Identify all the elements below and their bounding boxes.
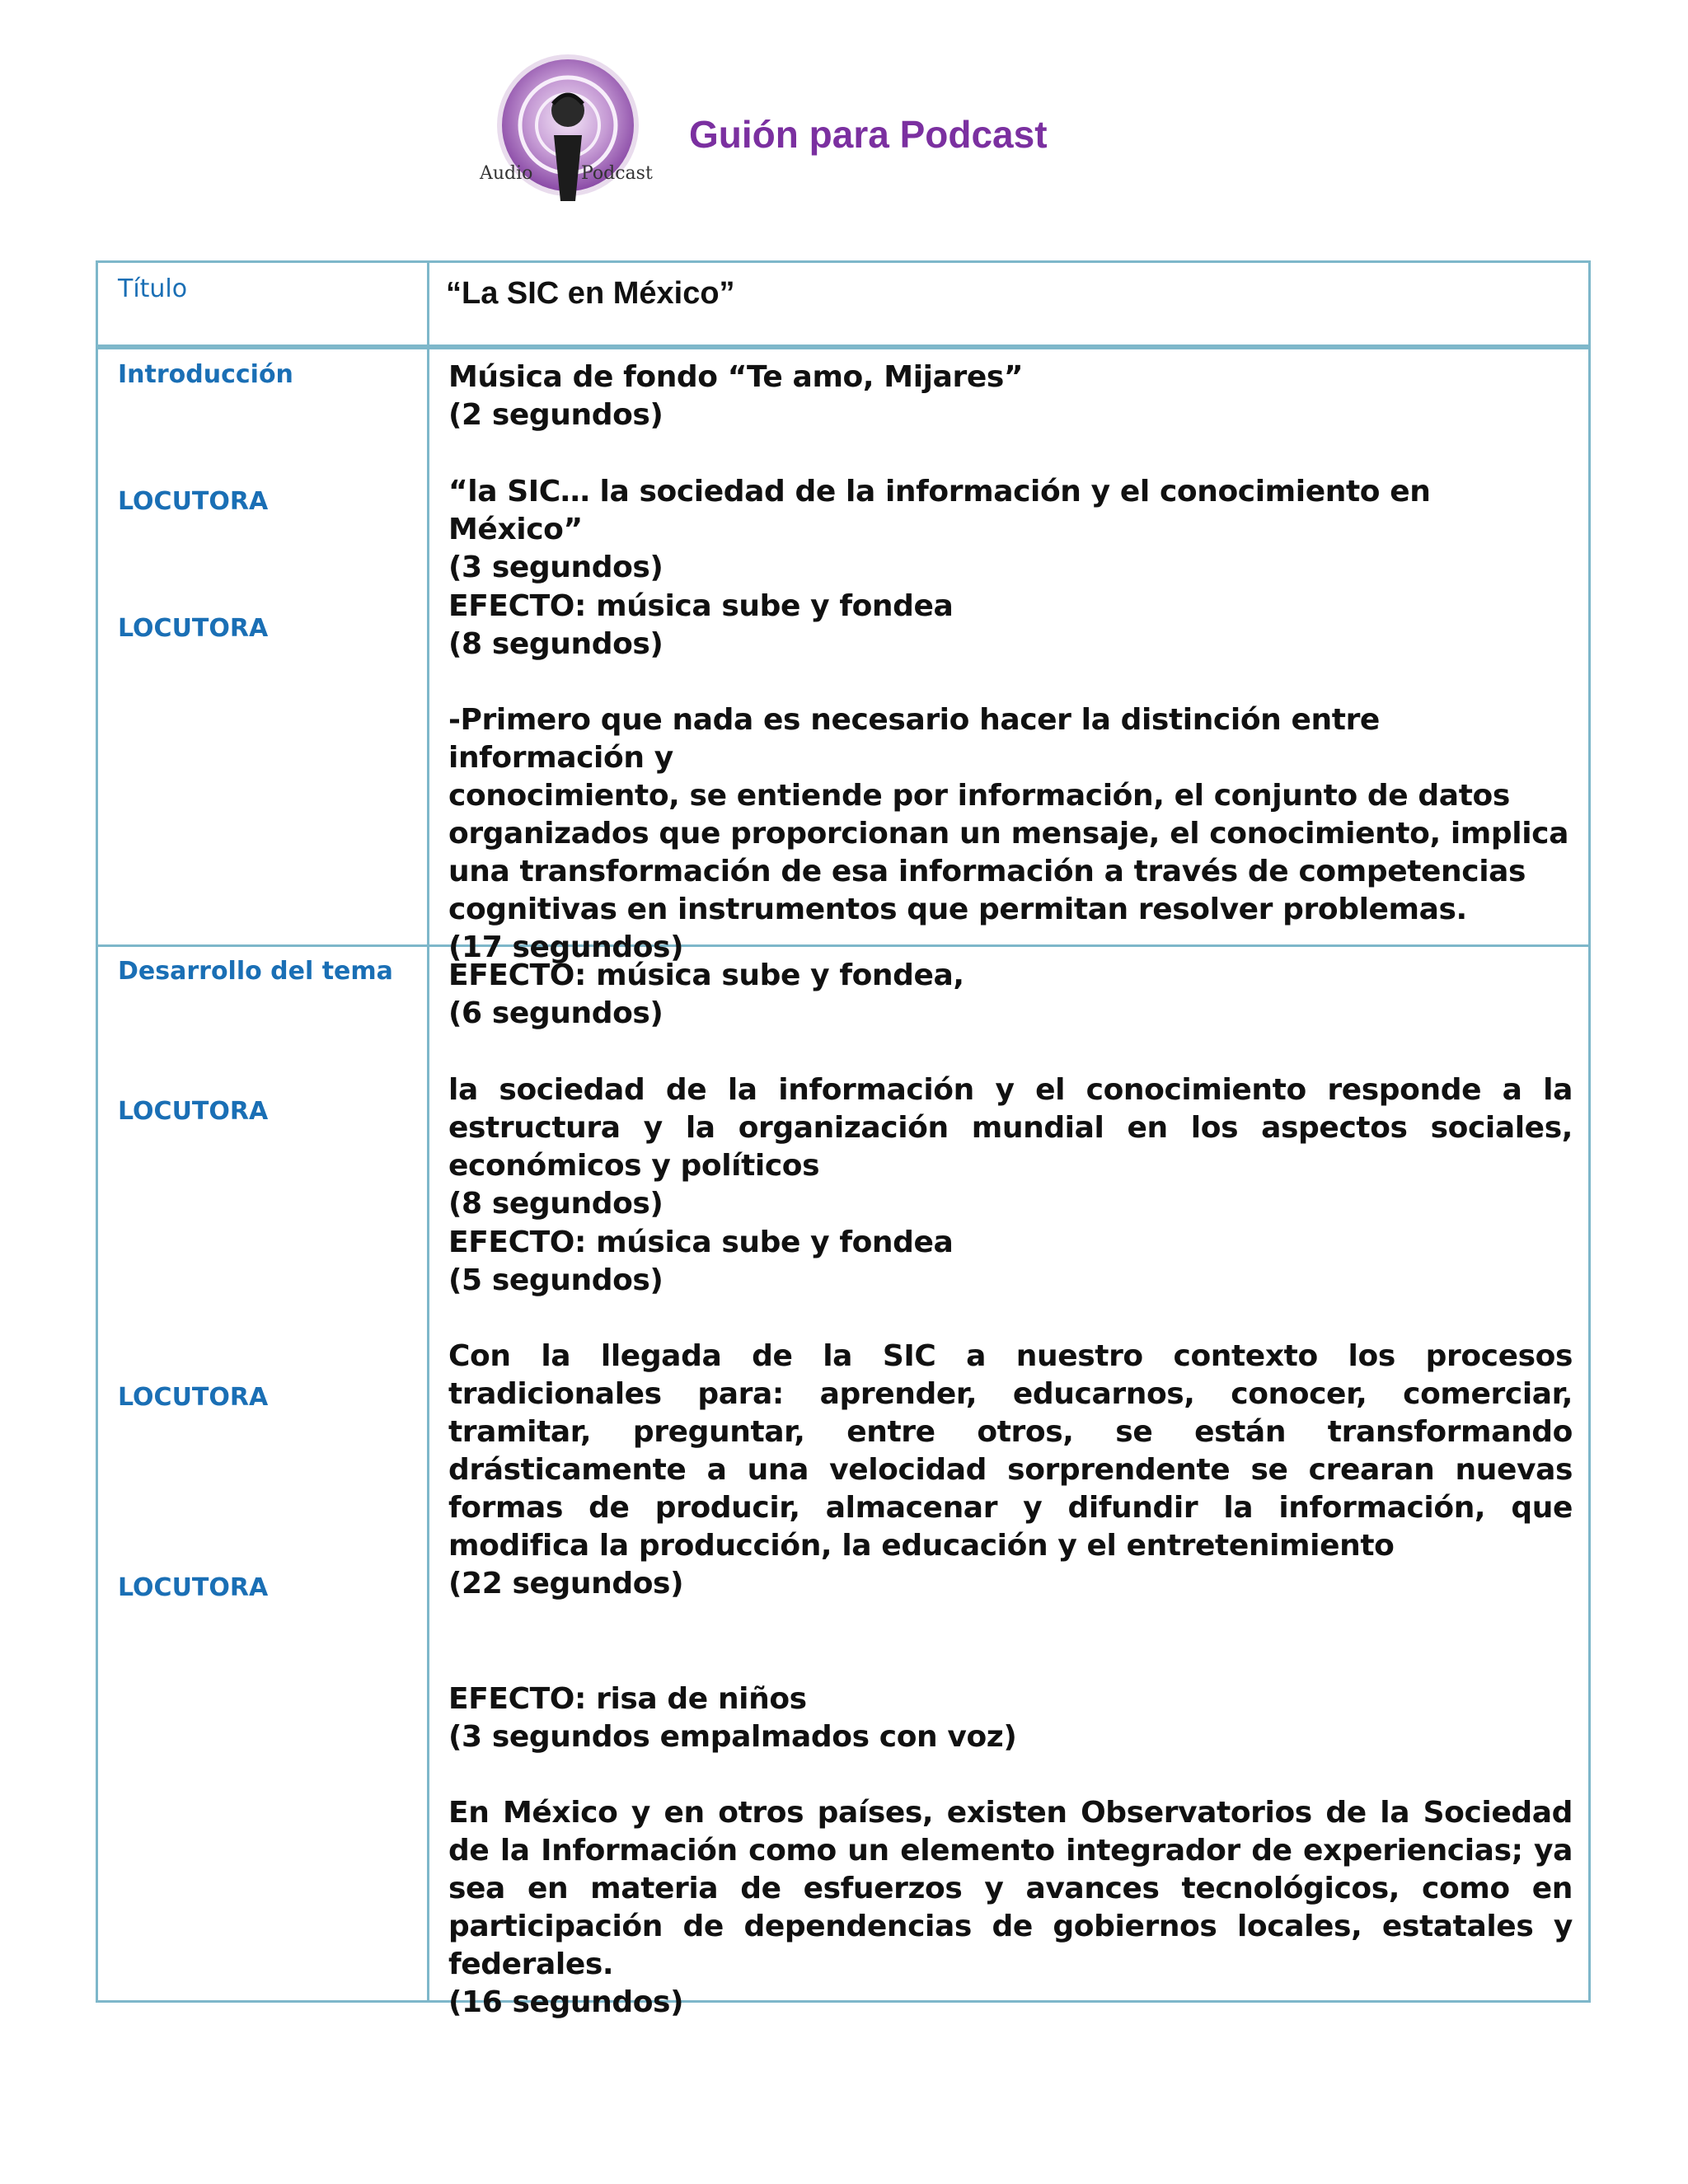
effect-line: EFECTO: música sube y fondea bbox=[448, 1226, 954, 1259]
effect-line: EFECTO: música sube y fondea, bbox=[448, 958, 964, 992]
intro-line: conocimiento, se entiende por información, el conjunto de datos bbox=[448, 779, 1510, 813]
desarrollo-block bbox=[448, 1338, 1573, 1603]
logo-podcast-text: Podcast bbox=[581, 163, 653, 184]
narration-text: Con la llegada de la SIC a nuestro contexto los procesos tradicionales para: aprender, educarnos, conocer, comerciar, tramitar, preguntar, entre otros, se están transformando drásticamente a una velocidad sorprendente se crearan nuevas formas de producir, almacenar y difundir la información, que modifica la producción, la educación y el entretenimiento bbox=[448, 1339, 1573, 1563]
intro-line: (3 segundos) bbox=[448, 551, 663, 584]
desarrollo-block bbox=[448, 1680, 1573, 1756]
desarrollo-speaker-3: LOCUTORA bbox=[118, 1573, 269, 1602]
desarrollo-block bbox=[448, 1794, 1573, 2022]
intro-line: (17 segundos) bbox=[448, 930, 684, 964]
intro-line: (2 segundos) bbox=[448, 398, 663, 432]
effect-line: EFECTO: risa de niños bbox=[448, 1682, 807, 1716]
narration-text: En México y en otros países, existen Observatorios de la Sociedad de la Información como un elemento integrador de experiencias; ya sea en materia de esfuerzos y avances tecnológicos, como en participación de dependencias de gobiernos locales, estatales y federales. bbox=[448, 1796, 1573, 1981]
intro-line: “la SIC… la sociedad de la información y el conocimiento en México” bbox=[448, 475, 1431, 546]
desarrollo-label: Desarrollo del tema bbox=[118, 957, 393, 986]
desarrollo-speaker-1: LOCUTORA bbox=[118, 1097, 269, 1126]
intro-line: (8 segundos) bbox=[448, 627, 663, 661]
intro-content bbox=[448, 588, 1573, 663]
titulo-label: Título bbox=[118, 274, 188, 303]
intro-line: EFECTO: música sube y fondea bbox=[448, 589, 954, 623]
column-divider bbox=[427, 263, 429, 2000]
desarrollo-speaker-2: LOCUTORA bbox=[118, 1383, 269, 1412]
desarrollo-block bbox=[448, 1224, 1573, 1300]
row-separator-title bbox=[98, 344, 1588, 349]
desarrollo-block bbox=[448, 1071, 1573, 1223]
duration-line: (16 segundos) bbox=[448, 1985, 684, 2019]
intro-speaker-1: LOCUTORA bbox=[118, 487, 269, 516]
intro-speaker-2: LOCUTORA bbox=[118, 614, 269, 643]
intro-content bbox=[448, 701, 1573, 967]
audio-podcast-logo bbox=[473, 53, 663, 214]
podcast-title-value: “La SIC en México” bbox=[446, 276, 735, 311]
intro-line: -Primero que nada es necesario hacer la distinción entre información y bbox=[448, 703, 1380, 775]
intro-line: una transformación de esa información a través de competencias bbox=[448, 855, 1526, 888]
page-title: Guión para Podcast bbox=[689, 113, 1048, 156]
duration-line: (3 segundos empalmados con voz) bbox=[448, 1720, 1017, 1754]
logo-audio-text: Audio bbox=[480, 163, 533, 184]
duration-line: (6 segundos) bbox=[448, 996, 663, 1030]
introduccion-label: Introducción bbox=[118, 360, 293, 389]
intro-line: cognitivas en instrumentos que permitan resolver problemas. bbox=[448, 893, 1467, 926]
intro-content bbox=[448, 473, 1573, 587]
duration-line: (5 segundos) bbox=[448, 1263, 663, 1297]
narration-text: la sociedad de la información y el conocimiento responde a la estructura y la organización mundial en los aspectos sociales, económicos y políticos bbox=[448, 1073, 1573, 1183]
intro-line: organizados que proporcionan un mensaje, el conocimiento, implica bbox=[448, 817, 1568, 851]
podcast-script-table bbox=[96, 260, 1591, 2019]
intro-content bbox=[448, 359, 1573, 434]
intro-line: Música de fondo “Te amo, Mijares” bbox=[448, 360, 1024, 394]
duration-line: (8 segundos) bbox=[448, 1187, 663, 1221]
podcast-microphone-icon bbox=[473, 53, 663, 214]
desarrollo-block bbox=[448, 957, 1573, 1033]
duration-line: (22 segundos) bbox=[448, 1567, 684, 1601]
